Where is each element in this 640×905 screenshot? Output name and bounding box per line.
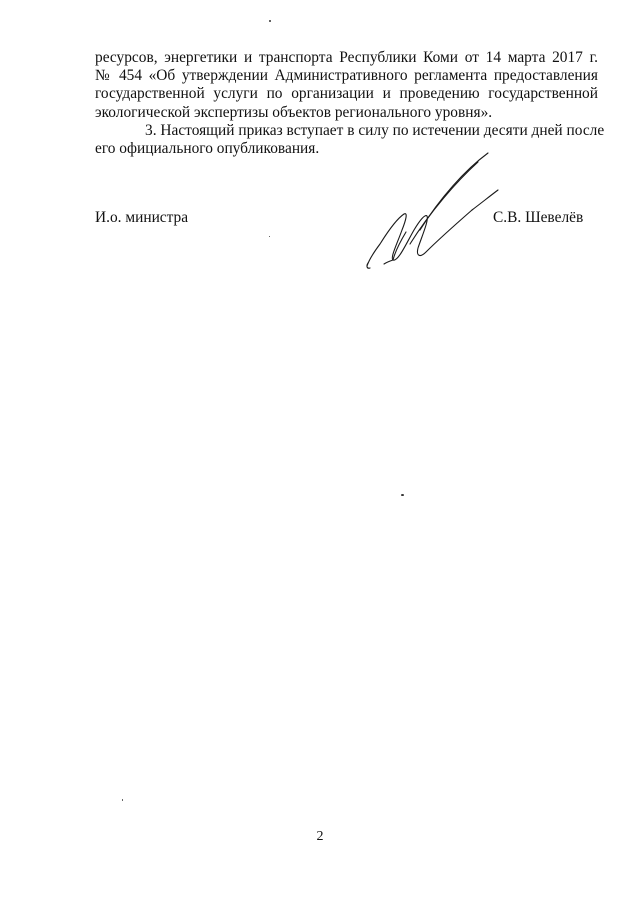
signatory-title: И.о. министра bbox=[95, 209, 189, 226]
signatory-name: С.В. Шевелёв bbox=[493, 209, 584, 226]
scan-speck bbox=[269, 20, 271, 22]
body-line: № 454 «Об утверждении Административного регламента предоставления bbox=[95, 67, 598, 85]
document-body bbox=[95, 49, 605, 158]
body-line: ресурсов, энергетики и транспорта Республики Коми от 14 марта 2017 г. bbox=[95, 49, 598, 66]
body-line: его официального опубликования. bbox=[95, 140, 320, 158]
handwritten-signature bbox=[360, 148, 510, 273]
page-number: 2 bbox=[316, 829, 324, 844]
scan-speck bbox=[269, 236, 270, 237]
scan-speck bbox=[122, 799, 123, 801]
scan-speck bbox=[401, 494, 404, 496]
body-line: государственной услуги по организации и проведению государственной bbox=[95, 85, 598, 103]
body-line: 3. Настоящий приказ вступает в силу по истечении десяти дней после bbox=[145, 121, 605, 139]
body-line: экологической экспертизы объектов регионального уровня». bbox=[95, 103, 493, 121]
